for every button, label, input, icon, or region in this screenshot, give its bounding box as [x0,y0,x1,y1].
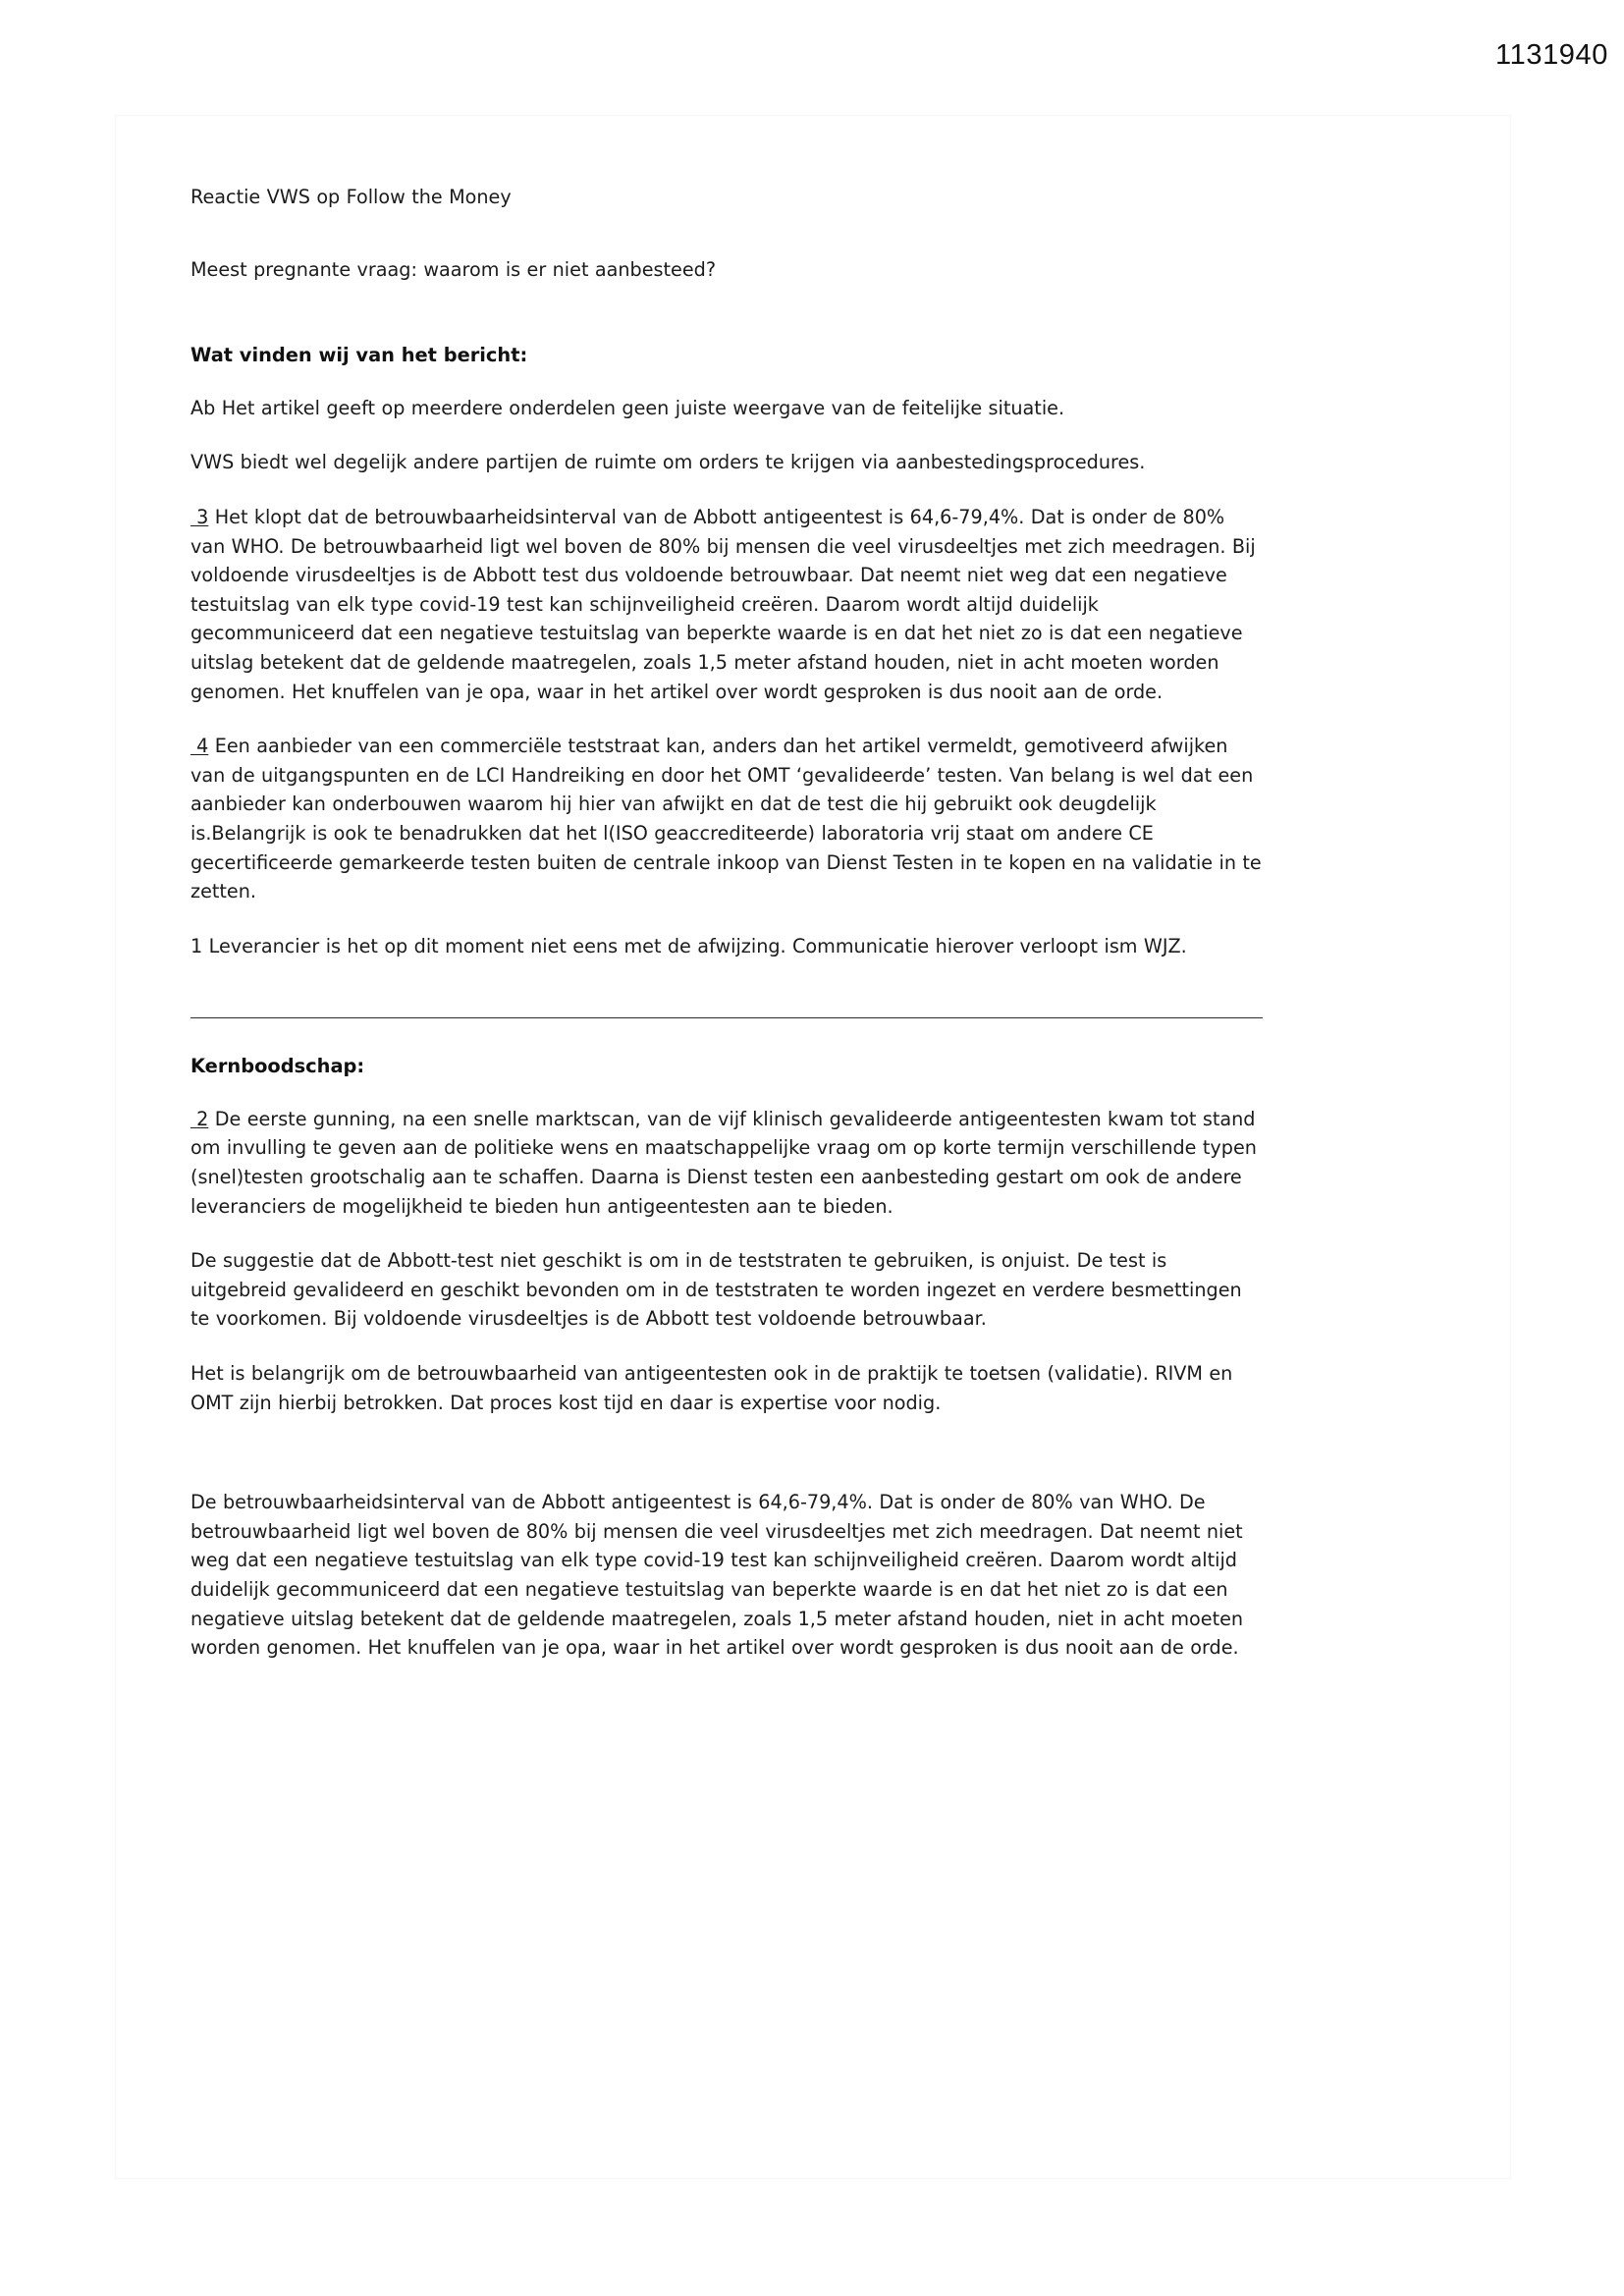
document-body [190,183,1263,1688]
annotated-paragraph-3-text: Het klopt dat de betrouwbaarheidsinterval van de Abbott antigeentest is 64,6-79,4%. Dat is onder de 80% van WHO. De betrouwbaarheid ligt wel boven de 80% bij mensen die veel virusdeeltjes met zich meedragen. Bij voldoende virusdeeltjes is de Abbott test dus voldoende betrouwbaar. Dat neemt niet weg dat een negatieve testuitslag van elk type covid-19 test kan schijnveiligheid creëren. Daarom wordt altijd duidelijk gecommuniceerd dat een negatieve testuitslag van beperkte waarde is en dat het niet zo is dat een negatieve uitslag betekent dat de geldende maatregelen, zoals 1,5 meter afstand houden, niet in acht moeten worden genomen. Het knuffelen van je opa, waar in het artikel over wordt gesproken is dus nooit aan de orde. [190,505,1256,703]
section2-paragraph-2: Het is belangrijk om de betrouwbaarheid van antigeentesten ook in de praktijk te toetsen (validatie). RIVM en OMT zijn hierbij betrokken. Dat proces kost tijd en daar is expertise voor nodig. [190,1362,1233,1414]
section-heading-wat-vinden-wij: Wat vinden wij van het bericht: [190,344,528,367]
section1-closing-paragraph: 1 Leverancier is het op dit moment niet eens met de afwijzing. Communicatie hierover verloopt ism WJZ. [190,934,1187,957]
section1-paragraph-2: VWS biedt wel degelijk andere partijen de ruimte om orders te krijgen via aanbestedingsprocedures. [190,451,1146,474]
section2-final-paragraph: De betrouwbaarheidsinterval van de Abbott antigeentest is 64,6-79,4%. Dat is onder de 80% van WHO. De betrouwbaarheid ligt wel boven de 80% bij mensen die veel virusdeeltjes met zich meedragen. Dat neemt niet weg dat een negatieve testuitslag van elk type covid-19 test kan schijnveiligheid creëren. Daarom wordt altijd duidelijk gecommuniceerd dat een negatieve testuitslag van beperkte waarde is en dat het niet zo is dat een negatieve uitslag betekent dat de geldende maatregelen, zoals 1,5 meter afstand houden, niet in acht moeten worden genomen. Het knuffelen van je opa, waar in het artikel over wordt gesproken is dus nooit aan de orde. [190,1491,1244,1660]
annotated-paragraph-4-text: Een aanbieder van een commerciële teststraat kan, anders dan het artikel vermeldt, gemotiveerd afwijken van de uitgangspunten en de LCI Handreiking en door het OMT ‘gevalideerde’ testen. Van belang is wel dat een aanbieder kan onderbouwen waarom hij hier van afwijkt en dat de test die hij gebruikt ook deugdelijk is.Belangrijk is ook te benadrukken dat het l(ISO geaccrediteerde) laboratoria vrij staat om andere CE gecertificeerde gemarkeerde testen buiten de centrale inkoop van Dienst Testen in te kopen en na validatie in te zetten. [190,735,1262,903]
page-id-stamp: 1131940 [1495,39,1608,71]
pregnant-question-line: Meest pregnante vraag: waarom is er niet aanbesteed? [190,257,717,281]
annotated-paragraph-2-text: De eerste gunning, na een snelle marktscan, van de vijf klinisch gevalideerde antigeentesten kwam tot stand om invulling te geven aan de politieke wens en maatschappelijke vraag om op korte termijn verschillende typen (snel)testen grootschalig aan te schaffen. Daarna is Dienst testen een aanbesteding gestart om ook de andere leveranciers de mogelijkheid te bieden hun antigeentesten aan te bieden. [190,1107,1257,1218]
section2-paragraph-1: De suggestie dat de Abbott-test niet geschikt is om in de teststraten te gebruiken, is onjuist. De test is uitgebreid gevalideerd en geschikt bevonden om in de teststraten te worden ingezet en verdere besmettingen te voorkomen. Bij voldoende virusdeeltjes is de Abbott test voldoende betrouwbaar. [190,1249,1242,1331]
section1-paragraph-1: Ab Het artikel geeft op meerdere onderdelen geen juiste weergave van de feitelijke situatie. [190,396,1065,419]
annotated-paragraph-4 [190,732,1263,906]
annotation-marker-4: 4 [190,735,209,758]
annotation-marker-2: 2 [190,1107,209,1130]
annotated-paragraph-2 [190,1105,1263,1221]
section-heading-kernboodschap: Kernboodschap: [190,1055,365,1078]
document-title-line: Reactie VWS op Follow the Money [190,186,512,208]
annotated-paragraph-3 [190,503,1263,706]
section-divider-rule [190,1017,1263,1018]
annotation-marker-3: 3 [190,505,209,528]
